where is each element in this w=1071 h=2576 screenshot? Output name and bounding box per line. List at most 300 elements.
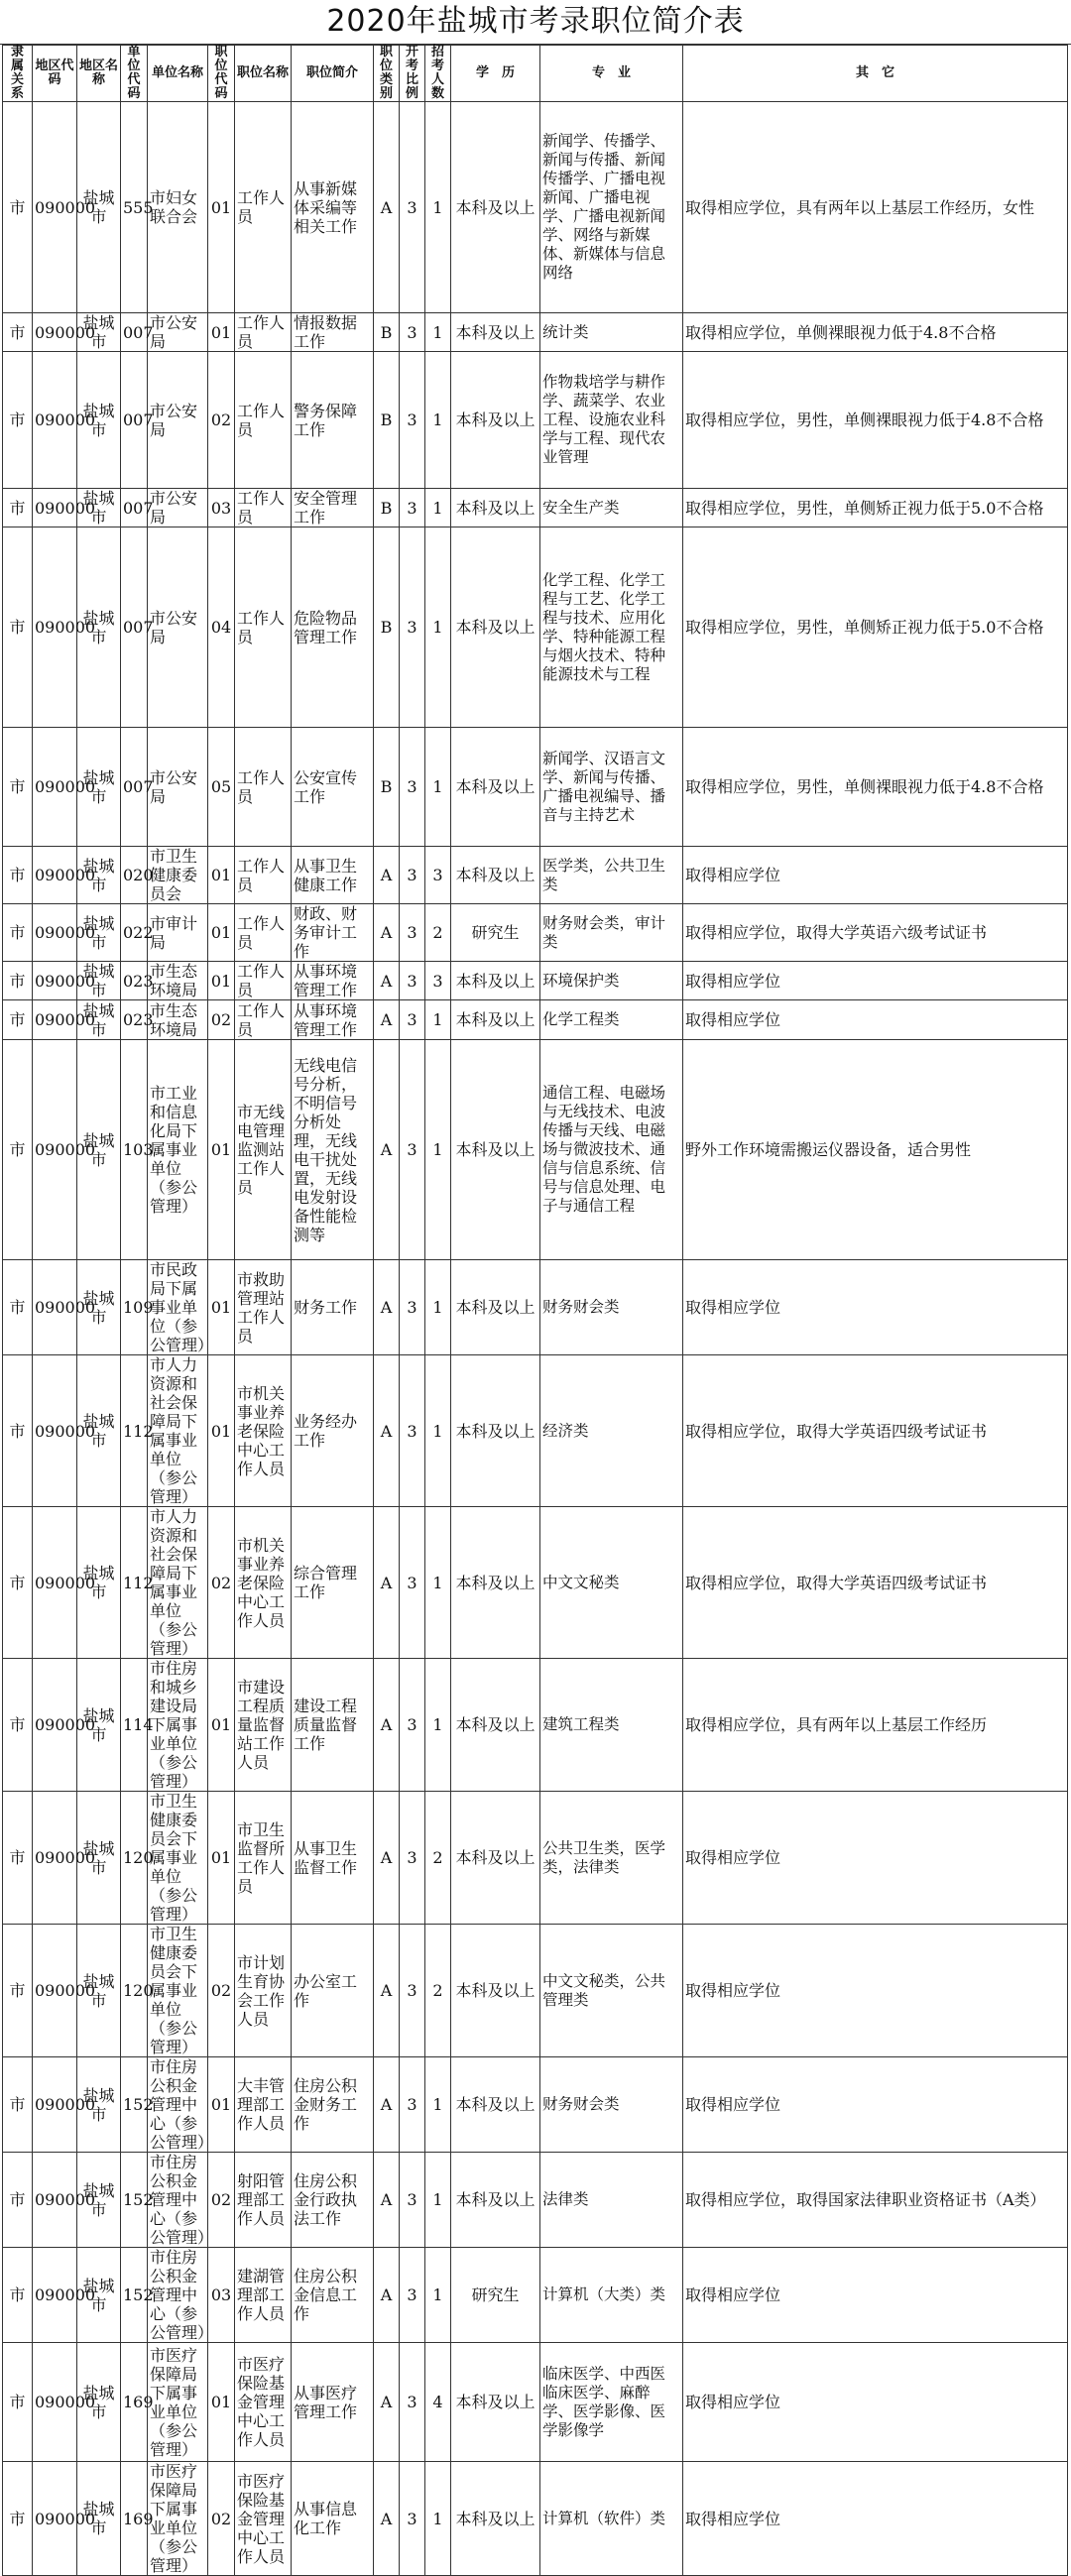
cell-unit-name: 市卫生健康委员会 [148,847,208,904]
cell-unit-name: 市公安局 [148,352,208,489]
cell-exam-ratio: 3 [400,2343,425,2462]
header-other: 其 它 [683,46,1068,102]
cell-region-code: 090000 [33,1260,77,1355]
cell-region-name: 盐城市 [77,904,121,962]
cell-position-name: 工作人员 [235,313,292,352]
cell-other: 取得相应学位，取得国家法律职业资格证书（A类） [683,2153,1068,2248]
table-row [3,527,1068,728]
cell-unit-code: 120 [121,1925,148,2057]
header-position-summary: 职位简介 [292,46,374,102]
cell-position-summary: 办公室工作 [292,1925,374,2057]
cell-other: 取得相应学位 [683,1260,1068,1355]
cell-position-code: 01 [208,102,235,313]
cell-major: 计算机（大类）类 [540,2248,683,2343]
cell-region-name: 盐城市 [77,313,121,352]
cell-hiring-count: 1 [425,1000,451,1040]
cell-position-name: 市建设工程质量监督站工作人员 [235,1659,292,1792]
cell-affiliation: 市 [3,352,33,489]
cell-unit-name: 市公安局 [148,728,208,847]
table-row [3,102,1068,313]
cell-unit-name: 市公安局 [148,313,208,352]
cell-hiring-count: 2 [425,1792,451,1925]
table-row [3,1659,1068,1792]
cell-affiliation: 市 [3,2057,33,2153]
cell-exam-ratio: 3 [400,527,425,728]
cell-exam-ratio: 3 [400,1355,425,1507]
cell-position-category: A [374,2462,400,2576]
table-row [3,904,1068,962]
cell-affiliation: 市 [3,847,33,904]
cell-position-name: 市卫生监督所工作人员 [235,1792,292,1925]
cell-major: 医学类，公共卫生类 [540,847,683,904]
cell-region-name: 盐城市 [77,489,121,527]
table-row [3,1000,1068,1040]
header-education: 学 历 [451,46,540,102]
cell-education: 本科及以上 [451,1659,540,1792]
cell-region-name: 盐城市 [77,1659,121,1792]
cell-hiring-count: 2 [425,904,451,962]
cell-unit-code: 007 [121,728,148,847]
cell-major: 建筑工程类 [540,1659,683,1792]
cell-unit-name: 市审计局 [148,904,208,962]
cell-position-code: 01 [208,1260,235,1355]
cell-position-name: 市医疗保险基金管理中心工作人员 [235,2462,292,2576]
cell-other: 取得相应学位，男性，单侧矫正视力低于5.0不合格 [683,489,1068,527]
cell-region-code: 090000 [33,904,77,962]
table-row [3,1792,1068,1925]
cell-major: 计算机（软件）类 [540,2462,683,2576]
cell-region-name: 盐城市 [77,1260,121,1355]
cell-education: 本科及以上 [451,2057,540,2153]
cell-position-summary: 建设工程质量监督工作 [292,1659,374,1792]
cell-major: 新闻学、传播学、新闻与传播、新闻传播学、广播电视新闻、广播电视学、广播电视新闻学、网络与新媒体、新媒体与信息网络 [540,102,683,313]
cell-position-summary: 从事卫生健康工作 [292,847,374,904]
cell-unit-code: 020 [121,847,148,904]
cell-education: 本科及以上 [451,2462,540,2576]
cell-affiliation: 市 [3,1260,33,1355]
cell-hiring-count: 1 [425,352,451,489]
cell-hiring-count: 1 [425,1659,451,1792]
table-row [3,2153,1068,2248]
cell-position-summary: 综合管理工作 [292,1507,374,1659]
header-unit-name: 单位名称 [148,46,208,102]
cell-affiliation: 市 [3,527,33,728]
header-position-category: 职位类别 [374,46,400,102]
cell-exam-ratio: 3 [400,352,425,489]
header-unit-code: 单位代码 [121,46,148,102]
cell-unit-code: 112 [121,1507,148,1659]
cell-unit-name: 市民政局下属事业单位（参公管理） [148,1260,208,1355]
cell-hiring-count: 1 [425,1355,451,1507]
cell-position-code: 02 [208,2153,235,2248]
cell-region-name: 盐城市 [77,527,121,728]
cell-region-code: 090000 [33,2057,77,2153]
cell-education: 本科及以上 [451,1925,540,2057]
cell-position-category: A [374,1925,400,2057]
cell-position-category: B [374,313,400,352]
cell-other: 取得相应学位，具有两年以上基层工作经历，女性 [683,102,1068,313]
cell-major: 中文文秘类，公共管理类 [540,1925,683,2057]
table-row [3,2343,1068,2462]
cell-education: 本科及以上 [451,1040,540,1260]
cell-education: 本科及以上 [451,2343,540,2462]
cell-exam-ratio: 3 [400,962,425,1000]
cell-education: 本科及以上 [451,2153,540,2248]
cell-affiliation: 市 [3,728,33,847]
cell-hiring-count: 4 [425,2343,451,2462]
cell-other: 取得相应学位 [683,2248,1068,2343]
cell-other: 取得相应学位，取得大学英语六级考试证书 [683,904,1068,962]
table-body [3,102,1068,2576]
cell-unit-name: 市妇女联合会 [148,102,208,313]
cell-position-name: 市机关事业养老保险中心工作人员 [235,1507,292,1659]
cell-exam-ratio: 3 [400,313,425,352]
cell-other: 取得相应学位 [683,1792,1068,1925]
cell-unit-name: 市住房公积金管理中心（参公管理） [148,2153,208,2248]
cell-region-code: 090000 [33,489,77,527]
cell-unit-name: 市医疗保障局下属事业单位（参公管理） [148,2343,208,2462]
cell-region-name: 盐城市 [77,962,121,1000]
cell-position-category: A [374,1507,400,1659]
cell-region-name: 盐城市 [77,2057,121,2153]
cell-position-code: 02 [208,2462,235,2576]
cell-affiliation: 市 [3,2462,33,2576]
cell-hiring-count: 1 [425,1040,451,1260]
cell-education: 本科及以上 [451,728,540,847]
cell-unit-name: 市人力资源和社会保障局下属事业单位（参公管理） [148,1507,208,1659]
cell-unit-name: 市住房公积金管理中心（参公管理） [148,2057,208,2153]
cell-education: 本科及以上 [451,1260,540,1355]
header-position-name: 职位名称 [235,46,292,102]
job-positions-table [2,45,1068,2576]
cell-unit-code: 007 [121,527,148,728]
cell-education: 本科及以上 [451,1000,540,1040]
cell-major: 经济类 [540,1355,683,1507]
cell-unit-code: 023 [121,962,148,1000]
cell-unit-code: 007 [121,489,148,527]
cell-position-code: 01 [208,2057,235,2153]
cell-position-code: 01 [208,1040,235,1260]
cell-unit-code: 103 [121,1040,148,1260]
cell-position-category: B [374,489,400,527]
document-title: 2020年盐城市考录职位简介表 [0,0,1071,45]
cell-unit-name: 市工业和信息化局下属事业单位（参公管理） [148,1040,208,1260]
cell-position-summary: 业务经办工作 [292,1355,374,1507]
cell-exam-ratio: 3 [400,1925,425,2057]
cell-position-summary: 住房公积金信息工作 [292,2248,374,2343]
cell-position-name: 市计划生育协会工作人员 [235,1925,292,2057]
cell-hiring-count: 1 [425,527,451,728]
cell-position-code: 03 [208,2248,235,2343]
cell-major: 公共卫生类，医学类，法律类 [540,1792,683,1925]
header-exam-ratio: 开考比例 [400,46,425,102]
table-row [3,1355,1068,1507]
cell-position-category: A [374,2153,400,2248]
cell-position-category: A [374,904,400,962]
cell-unit-code: 109 [121,1260,148,1355]
cell-region-name: 盐城市 [77,1792,121,1925]
cell-affiliation: 市 [3,1040,33,1260]
table-row [3,1925,1068,2057]
cell-education: 研究生 [451,904,540,962]
cell-unit-code: 022 [121,904,148,962]
cell-region-code: 090000 [33,1355,77,1507]
cell-position-summary: 住房公积金财务工作 [292,2057,374,2153]
cell-region-code: 090000 [33,2343,77,2462]
cell-hiring-count: 3 [425,962,451,1000]
cell-hiring-count: 1 [425,728,451,847]
cell-position-summary: 警务保障工作 [292,352,374,489]
cell-other: 取得相应学位，具有两年以上基层工作经历 [683,1659,1068,1792]
cell-major: 统计类 [540,313,683,352]
cell-affiliation: 市 [3,904,33,962]
cell-position-code: 01 [208,1355,235,1507]
cell-position-code: 01 [208,313,235,352]
cell-position-name: 市医疗保险基金管理中心工作人员 [235,2343,292,2462]
header-hiring-count: 招考人数 [425,46,451,102]
cell-unit-code: 114 [121,1659,148,1792]
cell-region-code: 090000 [33,1507,77,1659]
cell-other: 取得相应学位，男性，单侧矫正视力低于5.0不合格 [683,527,1068,728]
cell-unit-code: 007 [121,352,148,489]
cell-major: 财务财会类 [540,1260,683,1355]
cell-region-code: 090000 [33,527,77,728]
table-row [3,1507,1068,1659]
cell-region-name: 盐城市 [77,1507,121,1659]
cell-region-name: 盐城市 [77,352,121,489]
cell-exam-ratio: 3 [400,2248,425,2343]
cell-region-name: 盐城市 [77,1040,121,1260]
cell-position-code: 02 [208,352,235,489]
cell-position-name: 市无线电管理监测站工作人员 [235,1040,292,1260]
cell-position-summary: 从事医疗管理工作 [292,2343,374,2462]
cell-unit-name: 市卫生健康委员会下属事业单位（参公管理） [148,1925,208,2057]
cell-exam-ratio: 3 [400,2153,425,2248]
cell-position-name: 工作人员 [235,847,292,904]
cell-position-name: 工作人员 [235,527,292,728]
cell-other: 取得相应学位，男性，单侧裸眼视力低于4.8不合格 [683,728,1068,847]
cell-unit-name: 市医疗保障局下属事业单位（参公管理） [148,2462,208,2576]
cell-other: 取得相应学位 [683,962,1068,1000]
cell-affiliation: 市 [3,1925,33,2057]
cell-unit-name: 市卫生健康委员会下属事业单位（参公管理） [148,1792,208,1925]
cell-region-code: 090000 [33,1792,77,1925]
cell-unit-name: 市生态环境局 [148,962,208,1000]
cell-affiliation: 市 [3,1507,33,1659]
cell-position-code: 01 [208,847,235,904]
cell-position-code: 02 [208,1000,235,1040]
cell-region-code: 090000 [33,962,77,1000]
header-region-name: 地区名称 [77,46,121,102]
cell-region-code: 090000 [33,102,77,313]
cell-other: 取得相应学位，男性，单侧裸眼视力低于4.8不合格 [683,352,1068,489]
cell-hiring-count: 1 [425,1260,451,1355]
cell-exam-ratio: 3 [400,1040,425,1260]
cell-unit-code: 023 [121,1000,148,1040]
cell-affiliation: 市 [3,962,33,1000]
cell-position-summary: 从事卫生监督工作 [292,1792,374,1925]
table-row [3,2462,1068,2576]
cell-position-category: B [374,728,400,847]
header-region-code: 地区代码 [33,46,77,102]
cell-position-code: 03 [208,489,235,527]
cell-position-code: 01 [208,904,235,962]
cell-other: 取得相应学位，取得大学英语四级考试证书 [683,1355,1068,1507]
cell-unit-name: 市生态环境局 [148,1000,208,1040]
cell-unit-code: 152 [121,2248,148,2343]
table-row [3,313,1068,352]
cell-region-code: 090000 [33,352,77,489]
cell-affiliation: 市 [3,1659,33,1792]
cell-unit-code: 120 [121,1792,148,1925]
cell-exam-ratio: 3 [400,728,425,847]
cell-hiring-count: 1 [425,489,451,527]
cell-hiring-count: 1 [425,2462,451,2576]
cell-position-code: 01 [208,1792,235,1925]
table-row [3,2057,1068,2153]
cell-unit-name: 市住房公积金管理中心（参公管理） [148,2248,208,2343]
cell-position-category: A [374,1260,400,1355]
cell-unit-name: 市公安局 [148,527,208,728]
cell-other: 取得相应学位，取得大学英语四级考试证书 [683,1507,1068,1659]
cell-education: 本科及以上 [451,352,540,489]
cell-region-name: 盐城市 [77,1925,121,2057]
cell-exam-ratio: 3 [400,847,425,904]
cell-exam-ratio: 3 [400,1792,425,1925]
cell-position-code: 01 [208,1659,235,1792]
cell-position-summary: 财务工作 [292,1260,374,1355]
cell-exam-ratio: 3 [400,489,425,527]
cell-affiliation: 市 [3,1792,33,1925]
table-row [3,847,1068,904]
cell-position-code: 04 [208,527,235,728]
cell-affiliation: 市 [3,2153,33,2248]
table-row [3,962,1068,1000]
cell-unit-code: 112 [121,1355,148,1507]
cell-region-code: 090000 [33,728,77,847]
cell-education: 本科及以上 [451,1507,540,1659]
header-major: 专 业 [540,46,683,102]
cell-position-name: 工作人员 [235,1000,292,1040]
cell-unit-code: 555 [121,102,148,313]
cell-major: 法律类 [540,2153,683,2248]
cell-major: 新闻学、汉语言文学、新闻与传播、广播电视编导、播音与主持艺术 [540,728,683,847]
cell-unit-code: 152 [121,2153,148,2248]
cell-position-summary: 公安宣传工作 [292,728,374,847]
cell-major: 中文文秘类 [540,1507,683,1659]
cell-major: 安全生产类 [540,489,683,527]
cell-other: 野外工作环境需搬运仪器设备，适合男性 [683,1040,1068,1260]
cell-hiring-count: 1 [425,313,451,352]
cell-region-code: 090000 [33,847,77,904]
cell-other: 取得相应学位 [683,1000,1068,1040]
cell-education: 本科及以上 [451,1792,540,1925]
cell-affiliation: 市 [3,2343,33,2462]
cell-region-name: 盐城市 [77,1000,121,1040]
cell-major: 临床医学、中西医临床医学、麻醉学、医学影像、医学影像学 [540,2343,683,2462]
cell-other: 取得相应学位 [683,2057,1068,2153]
cell-position-name: 工作人员 [235,904,292,962]
cell-position-category: A [374,1000,400,1040]
cell-hiring-count: 2 [425,1925,451,2057]
table-row [3,2248,1068,2343]
cell-position-name: 工作人员 [235,102,292,313]
cell-hiring-count: 1 [425,2057,451,2153]
cell-region-name: 盐城市 [77,1355,121,1507]
cell-position-name: 市救助管理站工作人员 [235,1260,292,1355]
cell-position-name: 建湖管理部工作人员 [235,2248,292,2343]
cell-position-name: 工作人员 [235,352,292,489]
cell-affiliation: 市 [3,489,33,527]
cell-position-summary: 从事环境管理工作 [292,962,374,1000]
cell-position-category: A [374,102,400,313]
cell-hiring-count: 1 [425,1507,451,1659]
cell-unit-code: 007 [121,313,148,352]
cell-region-code: 090000 [33,2462,77,2576]
cell-unit-name: 市公安局 [148,489,208,527]
cell-exam-ratio: 3 [400,2057,425,2153]
cell-region-name: 盐城市 [77,102,121,313]
table-row [3,489,1068,527]
cell-position-name: 射阳管理部工作人员 [235,2153,292,2248]
cell-position-summary: 从事信息化工作 [292,2462,374,2576]
table-row [3,1040,1068,1260]
cell-affiliation: 市 [3,2248,33,2343]
cell-other: 取得相应学位 [683,1925,1068,2057]
cell-position-category: A [374,1792,400,1925]
cell-unit-code: 152 [121,2057,148,2153]
cell-position-name: 工作人员 [235,728,292,847]
cell-position-category: A [374,1355,400,1507]
cell-position-code: 02 [208,1507,235,1659]
cell-unit-name: 市人力资源和社会保障局下属事业单位（参公管理） [148,1355,208,1507]
cell-major: 财务财会类，审计类 [540,904,683,962]
cell-position-category: A [374,2248,400,2343]
cell-position-summary: 从事环境管理工作 [292,1000,374,1040]
cell-position-category: A [374,1040,400,1260]
cell-education: 本科及以上 [451,102,540,313]
table-row [3,728,1068,847]
cell-position-summary: 危险物品管理工作 [292,527,374,728]
cell-major: 化学工程类 [540,1000,683,1040]
cell-education: 本科及以上 [451,489,540,527]
cell-exam-ratio: 3 [400,2462,425,2576]
cell-position-category: B [374,527,400,728]
cell-exam-ratio: 3 [400,904,425,962]
cell-exam-ratio: 3 [400,1659,425,1792]
cell-other: 取得相应学位 [683,2462,1068,2576]
cell-region-code: 090000 [33,1659,77,1792]
cell-exam-ratio: 3 [400,102,425,313]
cell-position-summary: 安全管理工作 [292,489,374,527]
cell-region-code: 090000 [33,1925,77,2057]
cell-position-category: B [374,352,400,489]
cell-unit-code: 169 [121,2343,148,2462]
cell-position-category: A [374,2343,400,2462]
cell-exam-ratio: 3 [400,1260,425,1355]
cell-position-summary: 无线电信号分析，不明信号分析处理，无线电干扰处置，无线电发射设备性能检测等 [292,1040,374,1260]
cell-position-name: 大丰管理部工作人员 [235,2057,292,2153]
cell-education: 本科及以上 [451,847,540,904]
cell-major: 环境保护类 [540,962,683,1000]
cell-affiliation: 市 [3,1000,33,1040]
cell-position-code: 05 [208,728,235,847]
cell-region-name: 盐城市 [77,847,121,904]
cell-position-code: 01 [208,962,235,1000]
cell-region-code: 090000 [33,1040,77,1260]
cell-major: 财务财会类 [540,2057,683,2153]
cell-other: 取得相应学位 [683,2343,1068,2462]
